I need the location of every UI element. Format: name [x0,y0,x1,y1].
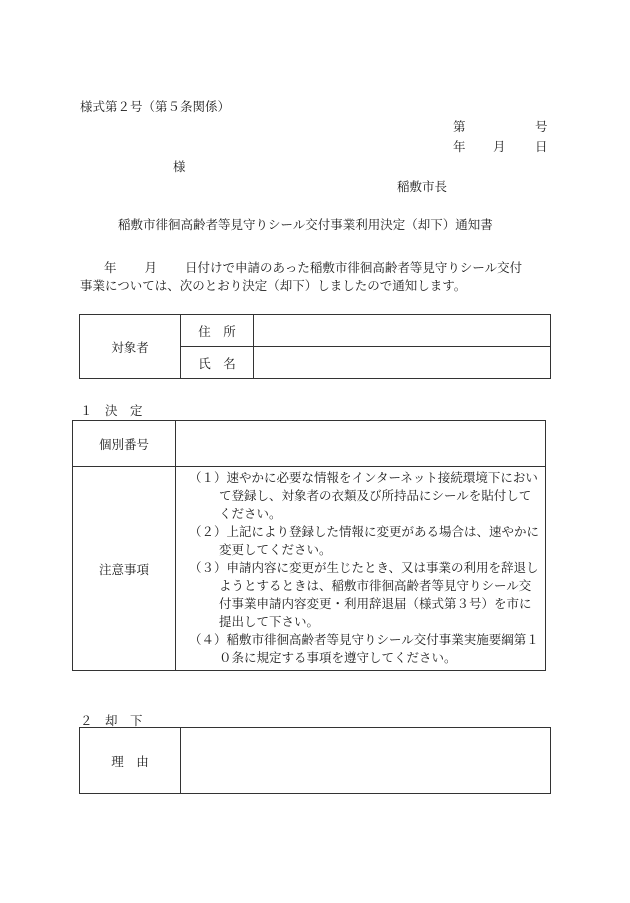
intro-rest: 日付けで申請のあった稲敷市徘徊高齢者等見守りシール交付 [185,260,523,275]
document-title: 稲敷市徘徊高齢者等見守りシール交付事業利用決定（却下）通知書 [118,217,493,232]
section-rejection-heading: ２ 却 下 [80,713,143,728]
name-label: 氏 名 [181,347,254,379]
note-item-2: （２）上記により登録した情報に変更がある場合は、速やかに変更してください。 [189,524,540,557]
reason-label: 理 由 [80,728,181,794]
note-item-1: （１）速やかに必要な情報をインターネット接続環境下において登録し、対象者の衣類及び所持品にシールを貼付してください。 [189,470,538,521]
date-year: 年 [453,139,466,154]
date-month: 月 [493,139,506,154]
decision-table [72,420,546,671]
individual-number-label: 個別番号 [73,421,176,467]
section-decision-heading: １ 決 定 [80,403,143,418]
name-value-cell[interactable] [254,347,551,379]
reason-value-cell[interactable] [181,728,551,794]
rejection-table [79,727,551,794]
issue-date-line [453,137,548,155]
addressee-honorific: 様 [173,159,186,174]
individual-number-value-cell[interactable] [176,421,546,467]
intro-month: 月 [144,260,158,275]
notes-label: 注意事項 [73,467,176,671]
note-item-3: （３）申請内容に変更が生じたとき、又は事業の利用を辞退しようとするときは、稲敷市徘徊高齢者等見守りシール交付事業申請内容変更・利用辞退届（様式第３号）を市に提出して下さい。 [189,560,539,629]
notes-cell [176,467,546,671]
address-label: 住 所 [181,315,254,347]
issuer-name: 稲敷市長 [397,179,448,194]
date-day: 日 [535,139,548,154]
form-identifier: 様式第２号（第５条関係） [80,99,231,114]
subject-table [79,314,551,379]
intro-year: 年 [104,260,117,275]
document-number-line [453,117,548,135]
doc-number-suffix: 号 [535,119,548,134]
intro-line-1 [80,258,550,276]
note-item-4: （４）稲敷市徘徊高齢者等見守りシール交付事業実施要綱第１０条に規定する事項を遵守してください。 [189,632,539,665]
intro-line-2: 事業については、次のとおり決定（却下）しましたので通知します。 [80,278,467,293]
doc-number-prefix: 第 [453,119,466,134]
address-value-cell[interactable] [254,315,551,347]
subject-label: 対象者 [80,315,181,379]
